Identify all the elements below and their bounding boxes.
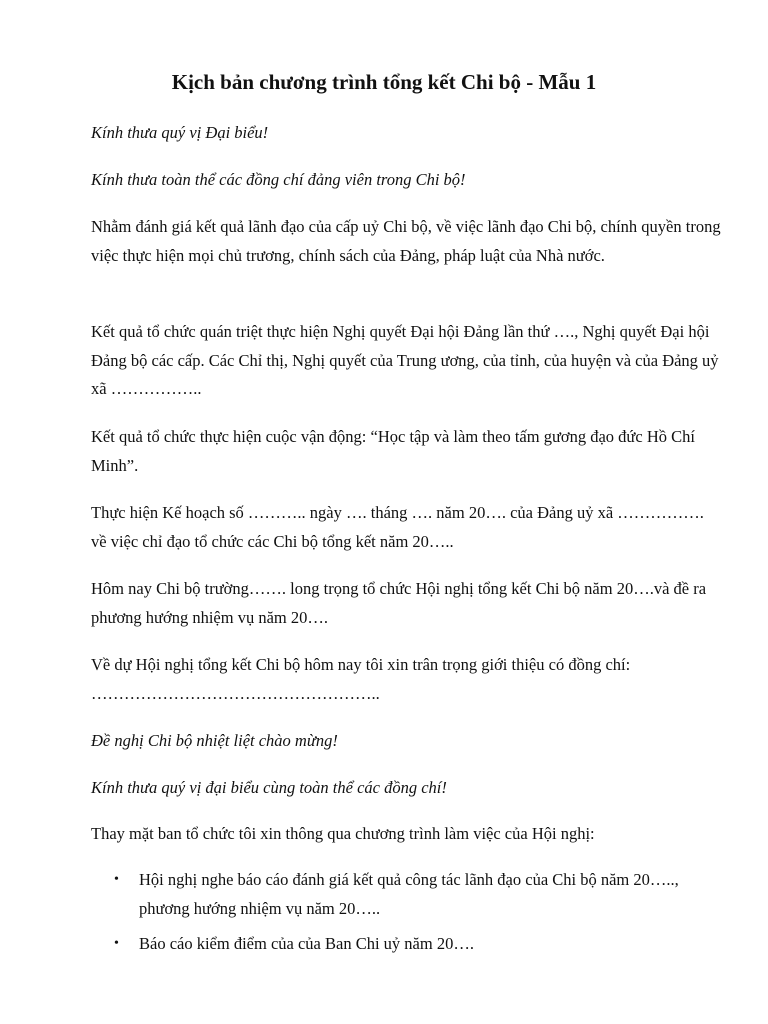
list-item: [91, 866, 721, 923]
paragraph-campaign-results: Kết quả tổ chức thực hiện cuộc vận động: “Học tập và làm theo tấm gương đạo đức Hồ Chí Minh”.: [91, 427, 695, 475]
paragraph-address-all: Kính thưa quý vị đại biểu cùng toàn thể các đồng chí!: [91, 778, 447, 797]
paragraph-purpose: Nhằm đánh giá kết quả lãnh đạo của cấp uỷ Chi bộ, về việc lãnh đạo Chi bộ, chính quyền trong việc thực hiện mọi chủ trương, chính sách của Đảng, pháp luật của Nhà nước.: [91, 217, 721, 265]
paragraph-welcome: Đề nghị Chi bộ nhiệt liệt chào mừng!: [91, 731, 338, 750]
bullet-icon: •: [114, 936, 119, 951]
greeting-delegates: Kính thưa quý vị Đại biểu!: [91, 123, 269, 142]
document-title: Kịch bản chương trình tổng kết Chi bộ - Mẫu 1: [171, 70, 597, 94]
paragraph-plan-implementation: Thực hiện Kế hoạch số ……….. ngày …. tháng …. năm 20…. của Đảng uỷ xã ……………. về việc chỉ đạo tổ chức các Chi bộ tổng kết năm 20…..: [91, 503, 704, 551]
agenda-list: [91, 866, 721, 966]
greeting-party-members: Kính thưa toàn thể các đồng chí đảng viên trong Chi bộ!: [91, 170, 466, 189]
bullet-icon: •: [114, 872, 119, 887]
paragraph-agenda-intro: Thay mặt ban tổ chức tôi xin thông qua chương trình làm việc của Hội nghị:: [91, 824, 595, 843]
list-item: [91, 930, 721, 959]
paragraph-resolution-results: Kết quả tổ chức quán triệt thực hiện Nghị quyết Đại hội Đảng lần thứ …., Nghị quyết Đại hội Đảng bộ các cấp. Các Chỉ thị, Nghị quyết của Trung ương, của tỉnh, của huyện và của Đảng uỷ xã ……………..: [91, 322, 719, 398]
list-item-text: Báo cáo kiểm điểm của của Ban Chi uỷ năm 20….: [139, 934, 474, 953]
paragraph-conference-today: Hôm nay Chi bộ trường……. long trọng tổ chức Hội nghị tổng kết Chi bộ năm 20….và đề ra phương hướng nhiệm vụ năm 20….: [91, 579, 707, 627]
paragraph-introduce-guests: Về dự Hội nghị tổng kết Chi bộ hôm nay tôi xin trân trọng giới thiệu có đồng chí: ……………………………………………..: [91, 655, 631, 703]
list-item-text: Hội nghị nghe báo cáo đánh giá kết quả công tác lãnh đạo của Chi bộ năm 20….., phương hướng nhiệm vụ năm 20…..: [139, 870, 679, 918]
